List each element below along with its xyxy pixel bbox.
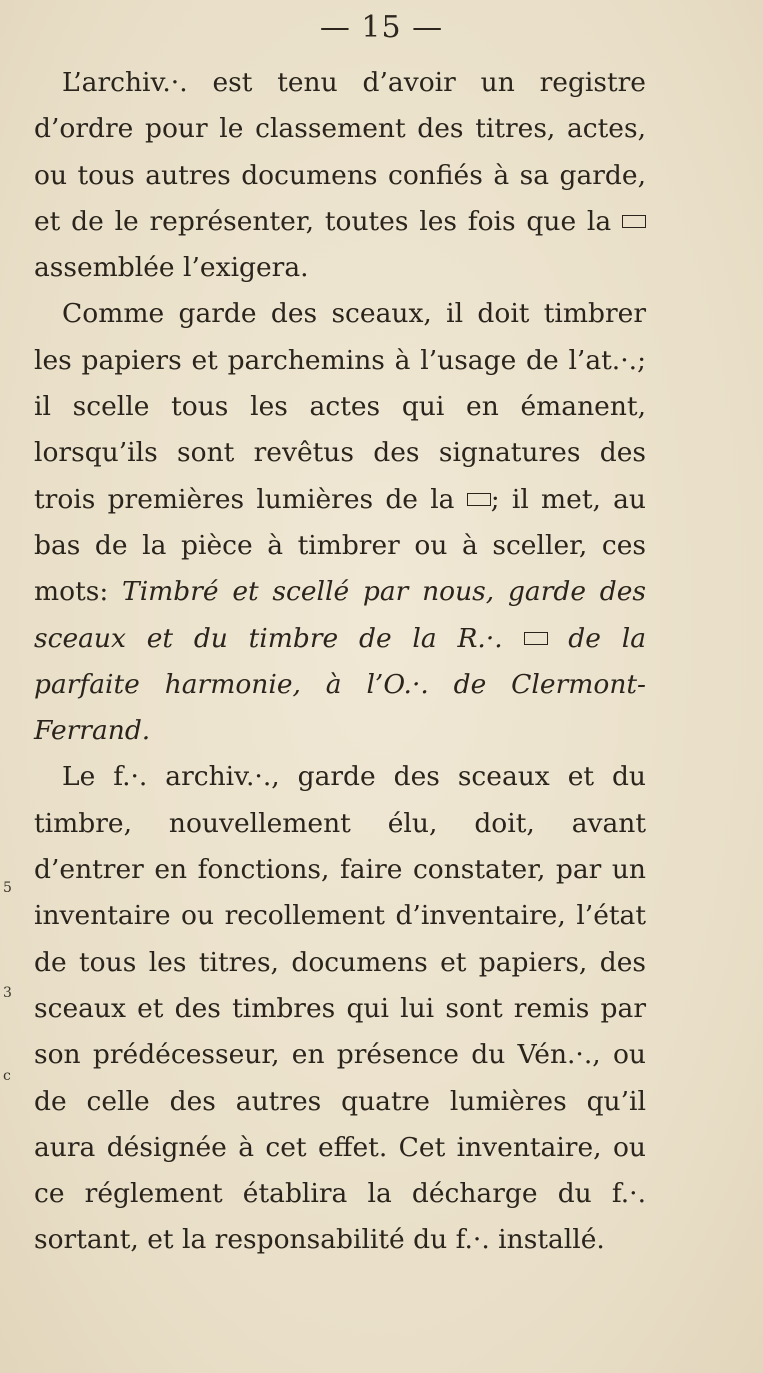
italic-text: de la parfaite harmonie, à l’O.·. de Clermont-Ferrand.: [34, 622, 646, 747]
page-number: — 15 —: [319, 10, 444, 45]
margin-mark: 5: [3, 880, 12, 896]
text-run: L’archiv.·. est tenu d’avoir un registre d’ordre pour le classement des titres, actes, ou tous autres documens confiés à sa garde, et de le représenter, toutes les fois que la: [34, 67, 646, 237]
text-run: Comme garde des sceaux, il doit timbrer les papiers et parchemins à l’usage de l’at.·.; il scelle tous les actes qui en émanent, lorsqu’ils sont revêtus des signatures des trois premières lumières de la: [34, 298, 646, 515]
lodge-square-icon: [467, 493, 491, 506]
text-run: assemblée l’exigera.: [34, 252, 309, 284]
margin-mark: 3: [3, 985, 12, 1001]
text-run: Le f.·. archiv.·., garde des sceaux et du timbre, nouvellement élu, doit, avant d’entrer en fonctions, faire constater, par un inventaire ou recollement d’inventaire, l’état de tous les titres, documens et papiers, des sceaux et des timbres qui lui sont remis par son prédécesseur, en présence du Vén.·., ou de celle des autres quatre lumières qu’il aura désignée à cet effet. Cet inventaire, ou ce réglement établira la décharge du f.·. sortant, et la responsabilité du f.·. installé.: [34, 761, 646, 1256]
lodge-square-icon: [524, 632, 548, 645]
body-text: [34, 60, 646, 1264]
lodge-square-icon: [622, 215, 646, 228]
paragraph: [34, 291, 646, 754]
paragraph: [34, 60, 646, 291]
italic-text: Timbré et scellé par nous, garde des sceaux et du timbre de la R.·.: [34, 576, 647, 654]
paragraph: [34, 754, 646, 1263]
margin-mark: c: [3, 1068, 11, 1084]
text-run: ; il met, au bas de la pièce à timbrer ou à sceller, ces mots:: [34, 483, 646, 608]
